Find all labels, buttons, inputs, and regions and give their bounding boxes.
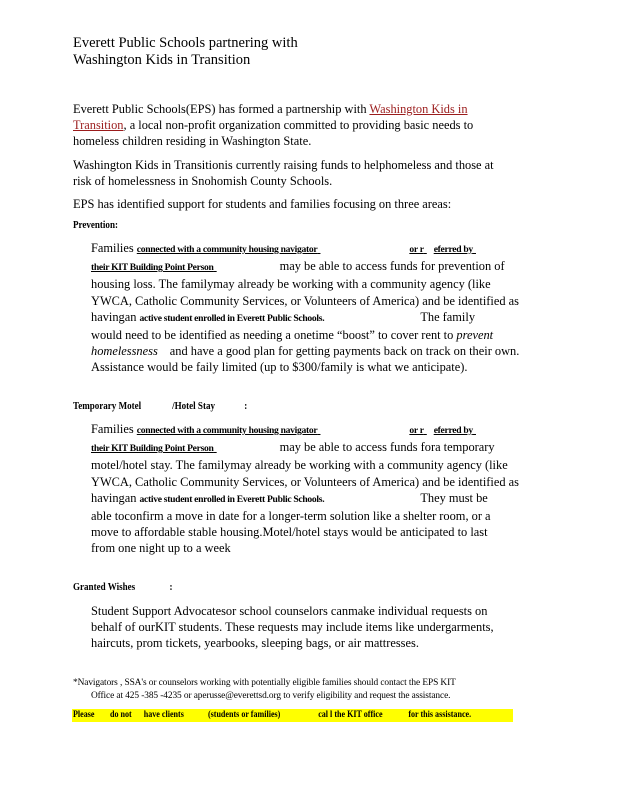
wkit-link-continued[interactable]: Transition	[73, 118, 124, 132]
intro-paragraph-2: Washington Kids in Transitionis currently raising funds to helphomeless and those at risk of homelessness in Snohomish County Schools.	[73, 158, 494, 188]
prevention-block: Families connected with a community housing navigator or r eferred by their KIT Building Point Person may be able to access funds for prevention of housing loss. The familymay already be working with a community agency (like YWCA, Catholic Community Services, or Volunteers of America) and be identified as havingan active student enrolled in Everett Public Schools. The family would need to be identified as needing a onetime “boost” to cover rent to prevent homelessness and have a good plan for getting payments back on track on their own. Assistance would be faily limited (up to $300/family is what we anticipate).	[91, 241, 520, 375]
footnote-line-2: Office at 425 -385 -4235 or aperusse@everettsd.org to verify eligibility and request the assistance.	[91, 691, 451, 701]
title-line-1: Everett Public Schools partnering with	[73, 35, 298, 51]
motel-block: Families connected with a community housing navigator or r eferred by their KIT Building Point Person may be able to access funds fora temporary motel/hotel stay. The familymay already be working with a community agency (like YWCA, Catholic Community Services, or Volunteers of America) and be identified as havingan active student enrolled in Everett Public Schools. They must be able toconfirm a move in date for a longer-term solution like a shelter room, or a move to affordable stable housing.Motel/hotel stays would be anticipated to last from one night up to a week	[91, 422, 519, 556]
footnote-line-1: *Navigators , SSA's or counselors working with potentially eligible families should contact the EPS KIT	[73, 678, 456, 688]
document-title	[73, 35, 298, 69]
title-line-2: Washington Kids in Transition	[73, 52, 251, 68]
footnote	[73, 677, 456, 703]
intro-paragraph-3: EPS has identified support for students and families focusing on three areas:	[73, 197, 452, 211]
wishes-heading: Granted Wishes :	[73, 582, 173, 593]
highlighted-notice: Please do not have clients (students or families) cal l the KIT office for this assistance.	[73, 710, 472, 720]
wishes-block: Student Support Advocatesor school counselors canmake individual requests on behalf of ourKIT students. These requests may include items like undergarments, haircuts, prom tickets, yearbooks, sleeping bags, or air mattresses.	[91, 604, 494, 651]
wkit-link[interactable]: Washington Kids in	[369, 102, 468, 116]
intro-paragraph-1: Everett Public Schools(EPS) has formed a partnership with Washington Kids in Transition, a local non-profit organization committed to providing basic needs to homeless children residing in Washington State.	[73, 102, 474, 148]
prevention-heading: Prevention:	[73, 220, 118, 231]
motel-heading: Temporary Motel /Hotel Stay :	[73, 401, 248, 412]
